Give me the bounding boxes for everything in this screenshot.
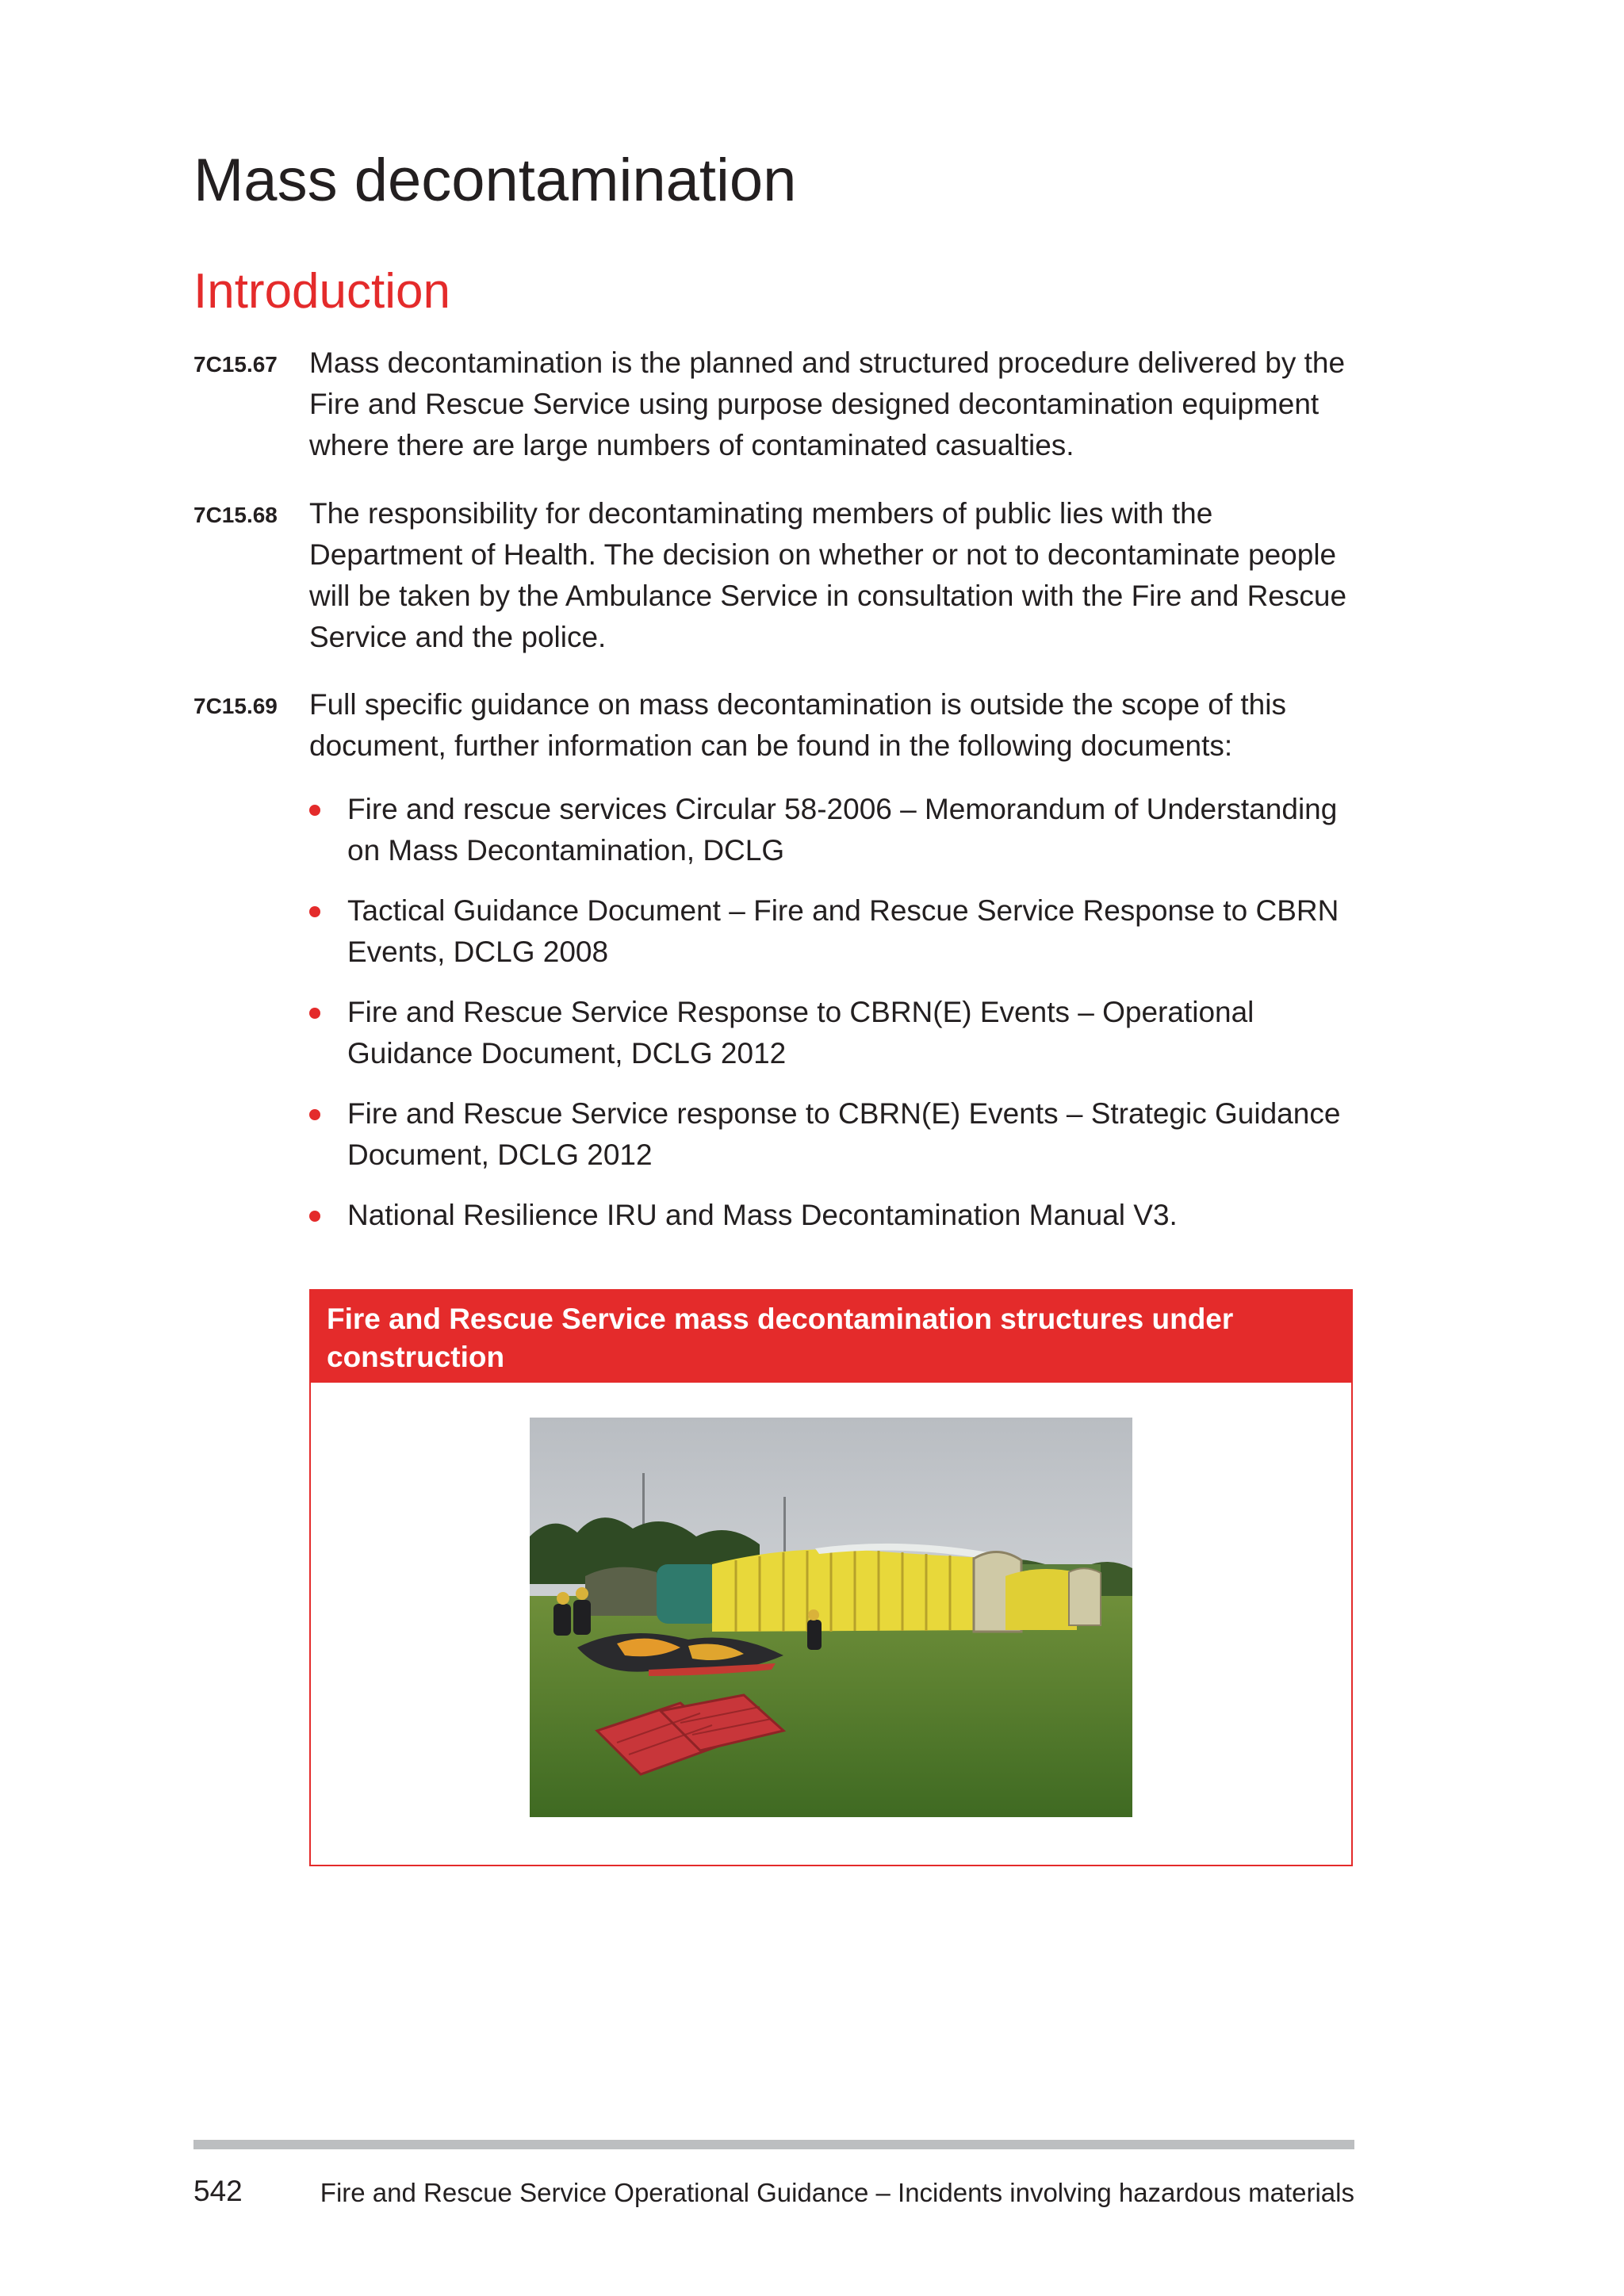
reference-list bbox=[309, 789, 1356, 1255]
list-item-text: Fire and Rescue Service Response to CBRN(E) Events – Operational Guidance Document, DCLG 2012 bbox=[347, 996, 1254, 1070]
bullet-icon bbox=[309, 1211, 320, 1222]
bullet-icon bbox=[309, 1109, 320, 1120]
paragraph-text: Mass decontamination is the planned and structured procedure delivered by the Fire and Rescue Service using purpose designed decontamination equipment where there are large numbers of contaminated casualties. bbox=[309, 346, 1346, 461]
paragraph-number: 7C15.68 bbox=[193, 503, 278, 527]
page-number: 542 bbox=[193, 2175, 243, 2207]
bullet-icon bbox=[309, 906, 320, 917]
list-item bbox=[309, 1093, 1356, 1176]
bullet-icon bbox=[309, 1008, 320, 1019]
figure-caption: Fire and Rescue Service mass decontamination structures under construction bbox=[311, 1291, 1351, 1383]
list-item-text: National Resilience IRU and Mass Decontamination Manual V3. bbox=[347, 1199, 1178, 1231]
paragraph bbox=[193, 342, 1354, 466]
footer-rule bbox=[193, 2140, 1354, 2149]
paragraph-text: Full specific guidance on mass decontamination is outside the scope of this document, further information can be found in the following documents: bbox=[309, 688, 1286, 762]
footer-document-title: Fire and Rescue Service Operational Guidance – Incidents involving hazardous materials bbox=[320, 2178, 1354, 2207]
paragraph-number: 7C15.69 bbox=[193, 694, 278, 718]
list-item bbox=[309, 992, 1356, 1074]
list-item bbox=[309, 1195, 1356, 1236]
page-title: Mass decontamination bbox=[193, 147, 797, 214]
paragraph bbox=[193, 684, 1354, 767]
list-item bbox=[309, 789, 1356, 871]
paragraph-text: The responsibility for decontaminating members of public lies with the Department of Health. The decision on whether or not to decontaminate people will be taken by the Ambulance Service in consultation with the Fire and Rescue Service and the police. bbox=[309, 497, 1347, 653]
figure-box bbox=[309, 1289, 1353, 1866]
paragraph-number: 7C15.67 bbox=[193, 352, 278, 377]
list-item bbox=[309, 890, 1356, 973]
list-item-text: Fire and Rescue Service response to CBRN(E) Events – Strategic Guidance Document, DCLG 2012 bbox=[347, 1097, 1341, 1171]
decontamination-structures-photo bbox=[530, 1418, 1132, 1817]
list-item-text: Tactical Guidance Document – Fire and Rescue Service Response to CBRN Events, DCLG 2008 bbox=[347, 894, 1339, 968]
paragraph bbox=[193, 493, 1354, 658]
section-heading: Introduction bbox=[193, 264, 450, 319]
bullet-icon bbox=[309, 805, 320, 816]
list-item-text: Fire and rescue services Circular 58-2006 – Memorandum of Understanding on Mass Decontamination, DCLG bbox=[347, 793, 1338, 867]
